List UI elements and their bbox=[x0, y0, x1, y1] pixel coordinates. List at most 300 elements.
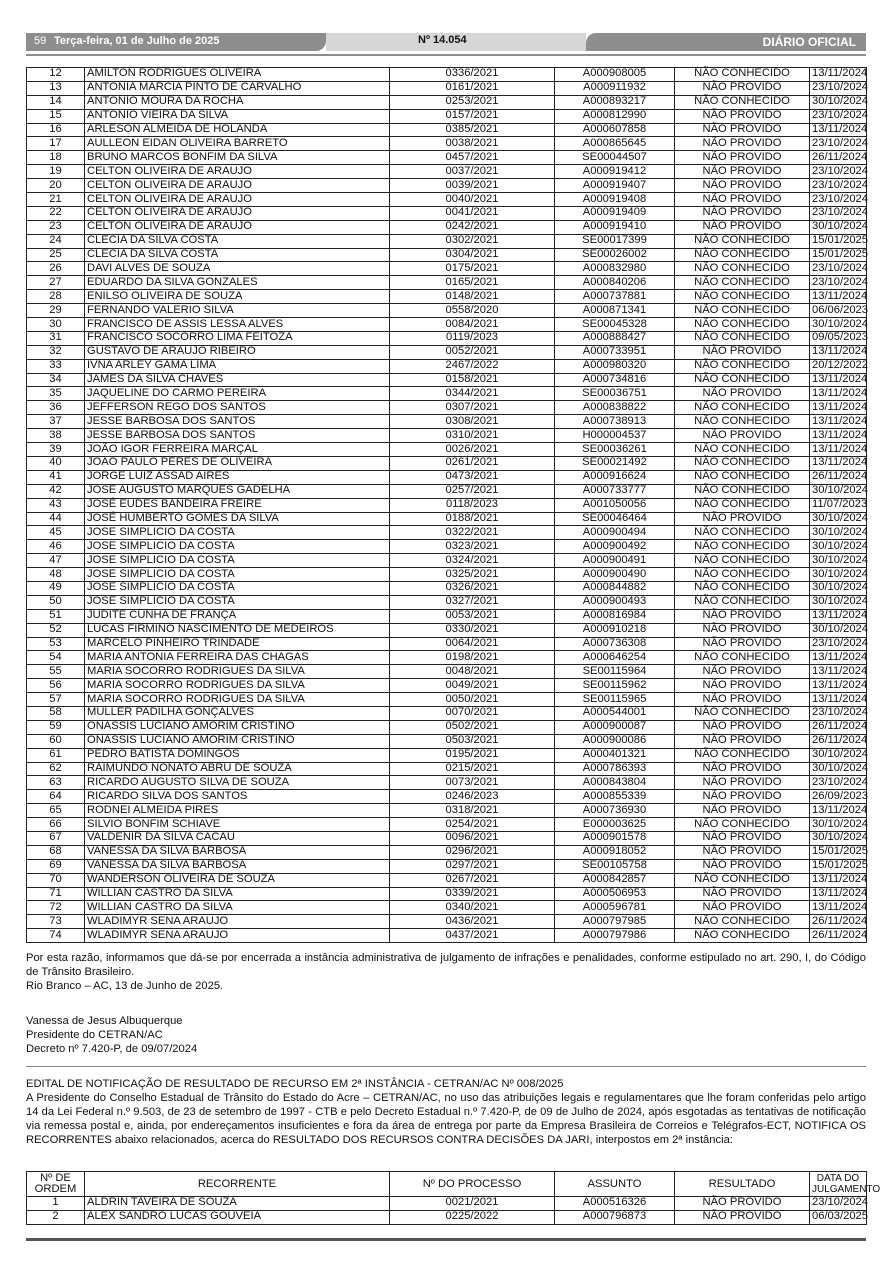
appellant-cell: JAMES DA SILVA CHAVES bbox=[85, 373, 390, 387]
subject-cell: A000900493 bbox=[555, 595, 675, 609]
date-cell: 30/10/2024 bbox=[810, 623, 867, 637]
subject-cell: A000919407 bbox=[555, 179, 675, 193]
appellant-cell: JEFFERSON REGO DOS SANTOS bbox=[85, 401, 390, 415]
process-cell: 0026/2021 bbox=[390, 443, 555, 457]
order-cell: 51 bbox=[27, 609, 85, 623]
table-row bbox=[27, 637, 867, 651]
appellant-cell: CELTON OLIVEIRA DE ARAUJO bbox=[85, 165, 390, 179]
order-cell: 40 bbox=[27, 456, 85, 470]
order-cell: 34 bbox=[27, 373, 85, 387]
date-cell: 13/11/2024 bbox=[810, 609, 867, 623]
date-cell: 26/11/2024 bbox=[810, 929, 867, 943]
appellant-cell: IVNA ARLEY GAMA LIMA bbox=[85, 359, 390, 373]
subject-cell: SE00017399 bbox=[555, 234, 675, 248]
table-row bbox=[27, 304, 867, 318]
subject-cell: A000919409 bbox=[555, 206, 675, 220]
table-row bbox=[27, 901, 867, 915]
process-cell: 0049/2021 bbox=[390, 679, 555, 693]
subject-cell: A000865645 bbox=[555, 137, 675, 151]
subject-cell: A000832980 bbox=[555, 262, 675, 276]
date-cell: 13/11/2024 bbox=[810, 290, 867, 304]
process-cell: 0148/2021 bbox=[390, 290, 555, 304]
order-cell: 28 bbox=[27, 290, 85, 304]
order-cell: 67 bbox=[27, 831, 85, 845]
order-cell: 12 bbox=[27, 68, 85, 82]
process-cell: 0195/2021 bbox=[390, 748, 555, 762]
result-cell: NÃO PROVIDO bbox=[675, 137, 810, 151]
result-cell: NÃO CONHECIDO bbox=[675, 748, 810, 762]
result-cell: NÃO CONHECIDO bbox=[675, 401, 810, 415]
process-cell: 0225/2022 bbox=[390, 1210, 555, 1224]
appellant-cell: GUSTAVO DE ARAUJO RIBEIRO bbox=[85, 345, 390, 359]
order-cell: 14 bbox=[27, 95, 85, 109]
result-cell: NÃO PROVIDO bbox=[675, 776, 810, 790]
appellant-cell: RODNEI ALMEIDA PIRES bbox=[85, 804, 390, 818]
table-row bbox=[27, 609, 867, 623]
appellant-cell: WLADIMYR SENA ARAUJO bbox=[85, 929, 390, 943]
header-subject: ASSUNTO bbox=[555, 1172, 675, 1197]
appellant-cell: JOSE SIMPLICIO DA COSTA bbox=[85, 581, 390, 595]
date-cell: 23/10/2024 bbox=[810, 776, 867, 790]
order-cell: 31 bbox=[27, 331, 85, 345]
order-cell: 54 bbox=[27, 651, 85, 665]
subject-cell: A000812990 bbox=[555, 109, 675, 123]
table-row bbox=[27, 887, 867, 901]
table-row bbox=[27, 234, 867, 248]
result-cell: NÃO PROVIDO bbox=[675, 220, 810, 234]
subject-cell: SE00021492 bbox=[555, 456, 675, 470]
date-cell: 23/10/2024 bbox=[810, 179, 867, 193]
appellant-cell: JOSÉ EUDES BANDEIRA FREIRE bbox=[85, 498, 390, 512]
subject-cell: A000919412 bbox=[555, 165, 675, 179]
table-row bbox=[27, 165, 867, 179]
appellant-cell: RICARDO AUGUSTO SILVA DE SOUZA bbox=[85, 776, 390, 790]
process-cell: 0198/2021 bbox=[390, 651, 555, 665]
subject-cell: A000871341 bbox=[555, 304, 675, 318]
order-cell: 1 bbox=[27, 1197, 85, 1211]
subject-cell: A000910218 bbox=[555, 623, 675, 637]
date-cell: 23/10/2024 bbox=[810, 706, 867, 720]
table-row bbox=[27, 706, 867, 720]
appellant-cell: CLECIA DA SILVA COSTA bbox=[85, 248, 390, 262]
order-cell: 56 bbox=[27, 679, 85, 693]
subject-cell: SE00115962 bbox=[555, 679, 675, 693]
result-cell: NÃO PROVIDO bbox=[675, 1210, 810, 1224]
process-cell: 0436/2021 bbox=[390, 915, 555, 929]
result-cell: NÃO CONHECIDO bbox=[675, 484, 810, 498]
subject-cell: A000908005 bbox=[555, 68, 675, 82]
subject-cell: A000401321 bbox=[555, 748, 675, 762]
order-cell: 60 bbox=[27, 734, 85, 748]
result-cell: NÃO PROVIDO bbox=[675, 693, 810, 707]
result-cell: NÃO PROVIDO bbox=[675, 81, 810, 95]
appellant-cell: CELTON OLIVEIRA DE ARAUJO bbox=[85, 193, 390, 207]
appellant-cell: JOSE SIMPLICIO DA COSTA bbox=[85, 540, 390, 554]
table-row bbox=[27, 929, 867, 943]
process-cell: 0558/2020 bbox=[390, 304, 555, 318]
subject-cell: A000900492 bbox=[555, 540, 675, 554]
order-cell: 68 bbox=[27, 845, 85, 859]
order-cell: 64 bbox=[27, 790, 85, 804]
order-cell: 45 bbox=[27, 526, 85, 540]
date-cell: 30/10/2024 bbox=[810, 748, 867, 762]
date-cell: 13/11/2024 bbox=[810, 651, 867, 665]
date-cell: 15/01/2025 bbox=[810, 248, 867, 262]
subject-cell: A000646254 bbox=[555, 651, 675, 665]
order-cell: 16 bbox=[27, 123, 85, 137]
date-cell: 13/11/2024 bbox=[810, 68, 867, 82]
table-row bbox=[27, 651, 867, 665]
table-row bbox=[27, 387, 867, 401]
order-cell: 2 bbox=[27, 1210, 85, 1224]
process-cell: 0038/2021 bbox=[390, 137, 555, 151]
result-cell: NÃO PROVIDO bbox=[675, 1197, 810, 1211]
appellant-cell: AULLEON EIDAN OLIVEIRA BARRETO bbox=[85, 137, 390, 151]
table-row bbox=[27, 401, 867, 415]
process-cell: 2467/2022 bbox=[390, 359, 555, 373]
table-row bbox=[27, 331, 867, 345]
table-row bbox=[27, 359, 867, 373]
process-cell: 0503/2021 bbox=[390, 734, 555, 748]
order-cell: 57 bbox=[27, 693, 85, 707]
order-cell: 47 bbox=[27, 554, 85, 568]
result-cell: NÃO PROVIDO bbox=[675, 790, 810, 804]
result-cell: NÃO PROVIDO bbox=[675, 345, 810, 359]
table-row bbox=[27, 554, 867, 568]
subject-cell: A000838822 bbox=[555, 401, 675, 415]
appellant-cell: JOSE SIMPLICIO DA COSTA bbox=[85, 526, 390, 540]
appellant-cell: RAIMUNDO NONATO ABRU DE SOUZA bbox=[85, 762, 390, 776]
appellant-cell: WLADIMYR SENA ARAUJO bbox=[85, 915, 390, 929]
order-cell: 66 bbox=[27, 818, 85, 832]
appellant-cell: CLECIA DA SILVA COSTA bbox=[85, 234, 390, 248]
subject-cell: A000738913 bbox=[555, 415, 675, 429]
table-row bbox=[27, 81, 867, 95]
result-cell: NÃO PROVIDO bbox=[675, 206, 810, 220]
process-cell: 0261/2021 bbox=[390, 456, 555, 470]
appellant-cell: ARLESON ALMEIDA DE HOLANDA bbox=[85, 123, 390, 137]
date-cell: 30/10/2024 bbox=[810, 526, 867, 540]
subject-cell: SE00115965 bbox=[555, 693, 675, 707]
date-cell: 23/10/2024 bbox=[810, 109, 867, 123]
header-date: Terça-feira, 01 de Julho de 2025 bbox=[54, 35, 220, 47]
footer-rule bbox=[26, 1238, 866, 1241]
process-cell: 0073/2021 bbox=[390, 776, 555, 790]
subject-cell: A000900494 bbox=[555, 526, 675, 540]
subject-cell: A000855339 bbox=[555, 790, 675, 804]
process-cell: 0158/2021 bbox=[390, 373, 555, 387]
appellant-cell: VANESSA DA SILVA BARBOSA bbox=[85, 845, 390, 859]
table-row bbox=[27, 290, 867, 304]
date-cell: 13/11/2024 bbox=[810, 679, 867, 693]
result-cell: NÃO CONHECIDO bbox=[675, 290, 810, 304]
table-row bbox=[27, 206, 867, 220]
result-cell: NÃO CONHECIDO bbox=[675, 415, 810, 429]
order-cell: 35 bbox=[27, 387, 85, 401]
date-cell: 23/10/2024 bbox=[810, 137, 867, 151]
subject-cell: A000918052 bbox=[555, 845, 675, 859]
process-cell: 0473/2021 bbox=[390, 470, 555, 484]
appellant-cell: JOSE SIMPLICIO DA COSTA bbox=[85, 554, 390, 568]
edital-body: A Presidente do Conselho Estadual de Trânsito do Estado do Acre – CETRAN/AC, no uso das atribuições legais e regulamentares que lhe foram conferidas pelo artigo 14 da Lei Federal n.º 9.503, de 23 de setembro de 1997 - CTB e pelo Decreto Estadual n.º 7.420-P, de 09 de Julho de 2024, após esgotadas as tentativas de notificação via remessa postal e, ainda, por endereçamentos insuficientes e fora da área de entrega por parte da Empresa Brasileira de Correios e Telégrafos-ECT, NOTIFICA OS RECORRENTES abaixo relacionados, acerca do RESULTADO DOS RECURSOS CONTRA DECISÕES DA JARI, interpostos em 2ª instância: bbox=[26, 1092, 866, 1146]
order-cell: 13 bbox=[27, 81, 85, 95]
order-cell: 61 bbox=[27, 748, 85, 762]
process-cell: 0437/2021 bbox=[390, 929, 555, 943]
process-cell: 0161/2021 bbox=[390, 81, 555, 95]
subject-cell: A000607858 bbox=[555, 123, 675, 137]
result-cell: NÃO PROVIDO bbox=[675, 804, 810, 818]
header-process: Nº DO PROCESSO bbox=[390, 1172, 555, 1197]
result-cell: NÃO CONHECIDO bbox=[675, 248, 810, 262]
table-row bbox=[27, 248, 867, 262]
table-row bbox=[27, 790, 867, 804]
table-row bbox=[27, 581, 867, 595]
appellant-cell: LUCAS FIRMINO NASCIMENTO DE MEDEIROS bbox=[85, 623, 390, 637]
order-cell: 39 bbox=[27, 443, 85, 457]
date-cell: 13/11/2024 bbox=[810, 373, 867, 387]
process-cell: 0297/2021 bbox=[390, 859, 555, 873]
appellant-cell: JOAO PAULO PERES DE OLIVEIRA bbox=[85, 456, 390, 470]
date-cell: 23/10/2024 bbox=[810, 276, 867, 290]
section-divider bbox=[26, 1066, 866, 1067]
page-number: 59 bbox=[34, 35, 47, 47]
appellant-cell: MULLER PADILHA GONÇALVES bbox=[85, 706, 390, 720]
process-cell: 0041/2021 bbox=[390, 206, 555, 220]
result-cell: NÃO CONHECIDO bbox=[675, 470, 810, 484]
order-cell: 21 bbox=[27, 193, 85, 207]
appellant-cell: WILLIAN CASTRO DA SILVA bbox=[85, 887, 390, 901]
process-cell: 0267/2021 bbox=[390, 873, 555, 887]
date-cell: 13/11/2024 bbox=[810, 387, 867, 401]
date-cell: 15/01/2025 bbox=[810, 845, 867, 859]
table-row bbox=[27, 526, 867, 540]
date-cell: 13/11/2024 bbox=[810, 804, 867, 818]
subject-cell: A000816984 bbox=[555, 609, 675, 623]
header-result: RESULTADO bbox=[675, 1172, 810, 1197]
order-cell: 29 bbox=[27, 304, 85, 318]
table-row bbox=[27, 220, 867, 234]
date-cell: 30/10/2024 bbox=[810, 568, 867, 582]
table-row bbox=[27, 623, 867, 637]
result-cell: NÃO PROVIDO bbox=[675, 734, 810, 748]
table-row bbox=[27, 720, 867, 734]
table-row bbox=[27, 179, 867, 193]
result-cell: NÃO PROVIDO bbox=[675, 720, 810, 734]
date-cell: 06/06/2023 bbox=[810, 304, 867, 318]
order-cell: 41 bbox=[27, 470, 85, 484]
appellant-cell: ONASSIS LUCIANO AMORIM CRISTINO bbox=[85, 720, 390, 734]
subject-cell: A000506953 bbox=[555, 887, 675, 901]
subject-cell: SE00036751 bbox=[555, 387, 675, 401]
table-row bbox=[27, 443, 867, 457]
result-cell: NÃO CONHECIDO bbox=[675, 498, 810, 512]
table-row bbox=[27, 915, 867, 929]
edition-number: Nº 14.054 bbox=[418, 34, 467, 46]
result-cell: NÃO CONHECIDO bbox=[675, 331, 810, 345]
process-cell: 0339/2021 bbox=[390, 887, 555, 901]
date-cell: 13/11/2024 bbox=[810, 429, 867, 443]
subject-cell: A000900490 bbox=[555, 568, 675, 582]
process-cell: 0318/2021 bbox=[390, 804, 555, 818]
result-cell: NÃO PROVIDO bbox=[675, 609, 810, 623]
date-cell: 30/10/2024 bbox=[810, 220, 867, 234]
process-cell: 0084/2021 bbox=[390, 318, 555, 332]
result-cell: NÃO PROVIDO bbox=[675, 831, 810, 845]
process-cell: 0336/2021 bbox=[390, 68, 555, 82]
order-cell: 33 bbox=[27, 359, 85, 373]
result-cell: NÃO CONHECIDO bbox=[675, 456, 810, 470]
subject-cell: A000900087 bbox=[555, 720, 675, 734]
signature-block bbox=[26, 1014, 866, 1056]
result-cell: NÃO CONHECIDO bbox=[675, 304, 810, 318]
appellant-cell: CELTON OLIVEIRA DE ARAUJO bbox=[85, 179, 390, 193]
table-row bbox=[27, 1210, 867, 1224]
result-cell: NÃO PROVIDO bbox=[675, 512, 810, 526]
result-cell: NÃO PROVIDO bbox=[675, 887, 810, 901]
table-row bbox=[27, 151, 867, 165]
edital-title: EDITAL DE NOTIFICAÇÃO DE RESULTADO DE RECURSO EM 2ª INSTÂNCIA - CETRAN/AC Nº 008/2025 bbox=[26, 1078, 564, 1090]
signer-name: Vanessa de Jesus Albuquerque bbox=[26, 1015, 183, 1027]
subject-cell: A000888427 bbox=[555, 331, 675, 345]
date-cell: 13/11/2024 bbox=[810, 443, 867, 457]
result-cell: NÃO CONHECIDO bbox=[675, 873, 810, 887]
appellant-cell: EDUARDO DA SILVA GONZALES bbox=[85, 276, 390, 290]
result-cell: NÃO CONHECIDO bbox=[675, 706, 810, 720]
subject-cell: A000796873 bbox=[555, 1210, 675, 1224]
subject-cell: A000842857 bbox=[555, 873, 675, 887]
result-cell: NÃO CONHECIDO bbox=[675, 929, 810, 943]
table-row bbox=[27, 568, 867, 582]
appellant-cell: DAVI ALVES DE SOUZA bbox=[85, 262, 390, 276]
order-cell: 49 bbox=[27, 581, 85, 595]
result-cell: NÃO CONHECIDO bbox=[675, 276, 810, 290]
order-cell: 32 bbox=[27, 345, 85, 359]
date-cell: 23/10/2024 bbox=[810, 165, 867, 179]
order-cell: 72 bbox=[27, 901, 85, 915]
order-cell: 46 bbox=[27, 540, 85, 554]
date-cell: 23/10/2024 bbox=[810, 637, 867, 651]
table-row bbox=[27, 512, 867, 526]
appellant-cell: AMILTON RODRIGUES OLIVEIRA bbox=[85, 68, 390, 82]
date-cell: 30/10/2024 bbox=[810, 318, 867, 332]
date-cell: 23/10/2024 bbox=[810, 193, 867, 207]
table-row bbox=[27, 831, 867, 845]
table-row bbox=[27, 665, 867, 679]
table-row bbox=[27, 68, 867, 82]
date-cell: 15/01/2025 bbox=[810, 859, 867, 873]
appellant-cell: MARIA ANTONIA FERREIRA DAS CHAGAS bbox=[85, 651, 390, 665]
result-cell: NÃO CONHECIDO bbox=[675, 318, 810, 332]
date-cell: 30/10/2024 bbox=[810, 581, 867, 595]
appellant-cell: JORGE LUIZ ASSAD AIRES bbox=[85, 470, 390, 484]
appellant-cell: FRANCISCO DE ASSIS LESSA ALVES bbox=[85, 318, 390, 332]
date-cell: 26/11/2024 bbox=[810, 151, 867, 165]
subject-cell: H000004537 bbox=[555, 429, 675, 443]
subject-cell: SE00105758 bbox=[555, 859, 675, 873]
order-cell: 36 bbox=[27, 401, 85, 415]
table-row bbox=[27, 693, 867, 707]
subject-cell: E000003625 bbox=[555, 818, 675, 832]
process-cell: 0157/2021 bbox=[390, 109, 555, 123]
order-cell: 27 bbox=[27, 276, 85, 290]
appellant-cell: MARCELO PINHEIRO TRINDADE bbox=[85, 637, 390, 651]
table-row bbox=[27, 470, 867, 484]
subject-cell: A000916624 bbox=[555, 470, 675, 484]
result-cell: NÃO PROVIDO bbox=[675, 637, 810, 651]
appellant-cell: JOSE SIMPLICIO DA COSTA bbox=[85, 595, 390, 609]
subject-cell: A000919408 bbox=[555, 193, 675, 207]
appellant-cell: JOSE AUGUSTO MARQUES GADELHA bbox=[85, 484, 390, 498]
header-appellant: RECORRENTE bbox=[85, 1172, 390, 1197]
process-cell: 0175/2021 bbox=[390, 262, 555, 276]
process-cell: 0307/2021 bbox=[390, 401, 555, 415]
subject-cell: A000893217 bbox=[555, 95, 675, 109]
results-table-continued bbox=[26, 67, 867, 943]
date-cell: 09/05/2023 bbox=[810, 331, 867, 345]
table-row bbox=[27, 595, 867, 609]
date-cell: 26/11/2024 bbox=[810, 915, 867, 929]
subject-cell: A000734816 bbox=[555, 373, 675, 387]
table-row bbox=[27, 373, 867, 387]
process-cell: 0302/2021 bbox=[390, 234, 555, 248]
table-row bbox=[27, 762, 867, 776]
date-cell: 30/10/2024 bbox=[810, 484, 867, 498]
order-cell: 73 bbox=[27, 915, 85, 929]
result-cell: NÃO CONHECIDO bbox=[675, 234, 810, 248]
table-row bbox=[27, 498, 867, 512]
date-cell: 23/10/2024 bbox=[810, 206, 867, 220]
date-cell: 13/11/2024 bbox=[810, 415, 867, 429]
header-rule bbox=[26, 54, 866, 56]
subject-cell: A000901578 bbox=[555, 831, 675, 845]
subject-cell: SE00036261 bbox=[555, 443, 675, 457]
subject-cell: A000911932 bbox=[555, 81, 675, 95]
process-cell: 0310/2021 bbox=[390, 429, 555, 443]
process-cell: 0304/2021 bbox=[390, 248, 555, 262]
order-cell: 53 bbox=[27, 637, 85, 651]
result-cell: NÃO CONHECIDO bbox=[675, 95, 810, 109]
appellant-cell: CELTON OLIVEIRA DE ARAUJO bbox=[85, 220, 390, 234]
signer-decree: Decreto nº 7.420-P, de 09/07/2024 bbox=[26, 1043, 198, 1055]
table-row bbox=[27, 484, 867, 498]
result-cell: NÃO CONHECIDO bbox=[675, 68, 810, 82]
process-cell: 0052/2021 bbox=[390, 345, 555, 359]
table-row bbox=[27, 456, 867, 470]
process-cell: 0040/2021 bbox=[390, 193, 555, 207]
date-cell: 26/11/2024 bbox=[810, 470, 867, 484]
process-cell: 0119/2023 bbox=[390, 331, 555, 345]
result-cell: NÃO CONHECIDO bbox=[675, 262, 810, 276]
subject-cell: A000733951 bbox=[555, 345, 675, 359]
date-cell: 23/10/2024 bbox=[810, 1197, 867, 1211]
result-cell: NÃO PROVIDO bbox=[675, 859, 810, 873]
appellant-cell: FERNANDO VALERIO SILVA bbox=[85, 304, 390, 318]
subject-cell: A000797985 bbox=[555, 915, 675, 929]
table-row bbox=[27, 818, 867, 832]
order-cell: 38 bbox=[27, 429, 85, 443]
order-cell: 55 bbox=[27, 665, 85, 679]
date-cell: 30/10/2024 bbox=[810, 554, 867, 568]
table-row bbox=[27, 109, 867, 123]
result-cell: NÃO PROVIDO bbox=[675, 165, 810, 179]
result-cell: NÃO PROVIDO bbox=[675, 179, 810, 193]
order-cell: 58 bbox=[27, 706, 85, 720]
date-cell: 11/07/2023 bbox=[810, 498, 867, 512]
process-cell: 0325/2021 bbox=[390, 568, 555, 582]
result-cell: NÃO PROVIDO bbox=[675, 845, 810, 859]
place-date: Rio Branco – AC, 13 de Junho de 2025. bbox=[26, 980, 224, 992]
date-cell: 23/10/2024 bbox=[810, 262, 867, 276]
